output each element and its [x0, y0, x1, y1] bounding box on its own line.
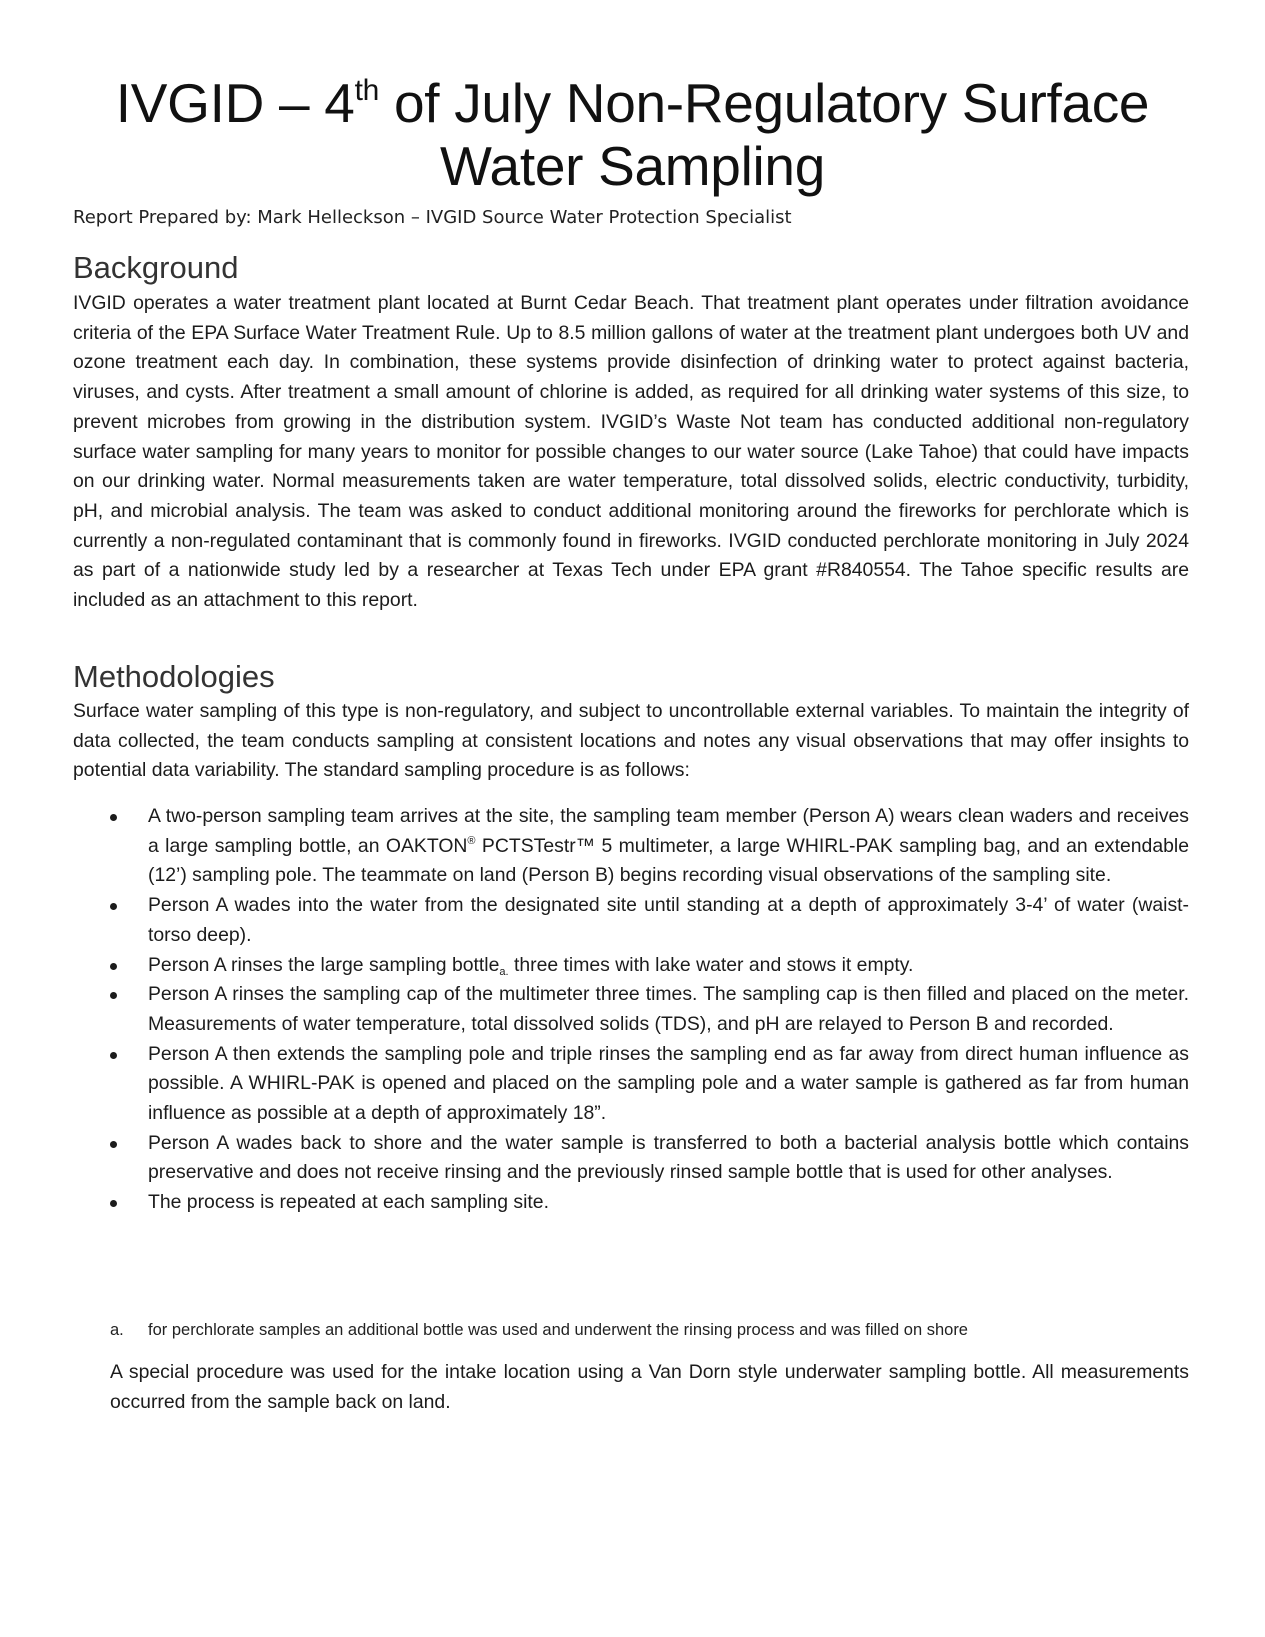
list-item-text: Person A wades into the water from the designated site until standing at a depth of approximately 3-4’ of water (waist-torso deep). — [148, 894, 1189, 946]
background-paragraph: IVGID operates a water treatment plant located at Burnt Cedar Beach. That treatment plant operates under filtration avoidance criteria of the EPA Surface Water Treatment Rule. Up to 8.5 million gallons of water at the treatment plant undergoes both UV and ozone treatment each day. In combination, these systems provide disinfection of drinking water to protect against bacteria, viruses, and cysts. After treatment a small amount of chlorine is added, as required for all drinking water systems of this size, to prevent microbes from growing in the distribution system. IVGID’s Waste Not team has conducted additional non-regulatory surface water sampling for many years to monitor for possible changes to our water source (Lake Tahoe) that could have impacts on our drinking water. Normal measurements taken are water temperature, total dissolved solids, electric conductivity, turbidity, pH, and microbial analysis. The team was asked to conduct additional monitoring around the fireworks for perchlorate which is currently a non-regulated contaminant that is commonly found in fireworks. IVGID conducted perchlorate monitoring in July 2024 as part of a nationwide study led by a researcher at Texas Tech under EPA grant #R840554. The Tahoe specific results are included as an attachment to this report. — [73, 292, 1189, 612]
bullet-icon — [110, 903, 117, 910]
footnote-text: for perchlorate samples an additional bottle was used and underwent the rinsing process and was filled on shore — [148, 1321, 968, 1339]
footnote-marker: a. — [110, 1321, 124, 1339]
list-item — [73, 1188, 1189, 1218]
footnote-reference: a. — [499, 965, 509, 978]
title-part-2: of July Non-Regulatory Surface Water Sampling — [378, 72, 1150, 197]
footnote — [110, 1318, 968, 1342]
special-procedure-paragraph: A special procedure was used for the intake location using a Van Dorn style underwater sampling bottle. All measurements occurred from the sample back on land. — [110, 1361, 1189, 1413]
methodologies-intro: Surface water sampling of this type is non-regulatory, and subject to uncontrollable external variables. To maintain the integrity of data collected, the team conducts sampling at consistent locations and notes any visual observations that may offer insights to potential data variability. The standard sampling procedure is as follows: — [73, 700, 1189, 782]
bullet-icon — [110, 814, 117, 821]
background-heading: Background — [73, 250, 239, 285]
list-item — [73, 951, 1189, 981]
list-item-text: PCTSTestr™ 5 multimeter, a large WHIRL-PAK sampling bag, and an extendable (12’) sampling pole. The teammate on land (Person B) begins recording visual observations of the sampling site. — [148, 834, 1189, 887]
title-part-1: IVGID – 4 — [115, 72, 355, 134]
bullet-icon — [110, 1141, 117, 1148]
list-item — [73, 802, 1189, 891]
sampling-procedure-list — [73, 802, 1189, 1218]
bullet-icon — [110, 992, 117, 999]
bullet-icon — [110, 963, 117, 970]
report-byline: Report Prepared by: Mark Helleckson – IVGID Source Water Protection Specialist — [73, 207, 792, 228]
bullet-icon — [110, 1200, 117, 1207]
list-item — [73, 1129, 1189, 1188]
methodologies-heading: Methodologies — [73, 659, 275, 694]
registered-mark: ® — [467, 834, 476, 847]
list-item-text: three times with lake water and stows it empty. — [508, 953, 914, 976]
list-item — [73, 891, 1189, 950]
document-title — [60, 72, 1205, 198]
bullet-icon — [110, 1052, 117, 1059]
title-superscript: th — [354, 74, 379, 107]
list-item — [73, 1040, 1189, 1129]
list-item-text: Person A rinses the large sampling bottle — [148, 953, 500, 976]
list-item — [73, 980, 1189, 1039]
list-item-text: Person A then extends the sampling pole and triple rinses the sampling end as far away from direct human influence as possible. A WHIRL-PAK is opened and placed on the sampling pole and a water sample is gathered as far from human influence as possible at a depth of approximately 18”. — [148, 1042, 1189, 1125]
list-item-text: A two-person sampling team arrives at the site, the sampling team member (Person A) wears clean waders and receives a large sampling bottle, an OAKTON — [148, 805, 1189, 857]
list-item-text: The process is repeated at each sampling site. — [148, 1191, 549, 1214]
list-item-text: Person A rinses the sampling cap of the multimeter three times. The sampling cap is then filled and placed on the meter. Measurements of water temperature, total dissolved solids (TDS), and pH are relayed to Person B and recorded. — [148, 983, 1189, 1035]
list-item-text: Person A wades back to shore and the water sample is transferred to both a bacterial analysis bottle which contains preservative and does not receive rinsing and the previously rinsed sample bottle that is used for other analyses. — [148, 1131, 1189, 1184]
